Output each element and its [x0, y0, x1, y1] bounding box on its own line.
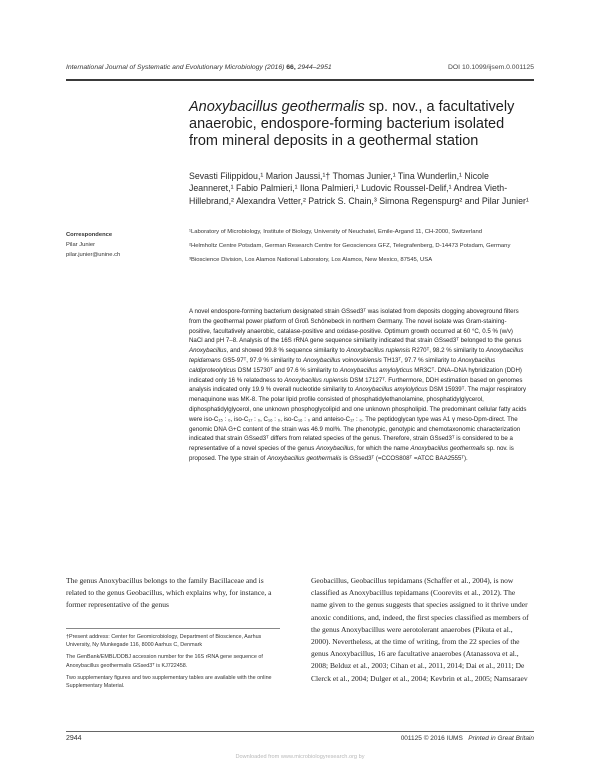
journal-year: (2016)	[264, 64, 285, 71]
body-text-left: The genus Anoxybacillus belongs to the family Bacillaceae and is related to the genus Geobacillus, which explains why, for instance, a former representative of the genus	[66, 576, 272, 610]
footer-imprint	[401, 735, 534, 742]
article-id: 001125 © 2016 IUMS	[400, 735, 463, 742]
journal-header	[66, 64, 332, 71]
affiliation-1: ¹Laboratory of Microbiology, Institute of Biology, University of Neuchatel, Emile-Argand 11, CH-2000, Switzerland	[189, 229, 483, 235]
abstract: A novel endospore-forming bacterium designated strain GSsed3ᵀ was isolated from deposits clogging aboveground filters from the geothermal power platform of Groß Schönebeck in northern Germany. The novel isolate was Gram-staining-positive, facultatively anaerobic, catalase-positive and oxidase-positive. Optimum growth occurred at 60 °C, 0.5 % (w/v) NaCl and pH 7–8. Analysis of the 16S rRNA gene sequence similarity indicated that strain GSsed3ᵀ belonged to the genus Anoxybacillus, and showed 99.8 % sequence similarity to Anoxybacillus rupiensis R270ᵀ, 98.2 % similarity to Anoxybacillus tepidamans GS5-97ᵀ, 97.9 % similarity to Anoxybacillus voinovskiensis TH13ᵀ, 97.7 % similarity to Anoxybacillus caldiproteolyticus DSM 15730ᵀ and 97.6 % similarity to Anoxybacillus amylolyticus MR3Cᵀ. DNA–DNA hybridization (DDH) indicated only 16 % relatedness to Anoxybacillus rupiensis DSM 17127ᵀ. Furthermore, DDH estimation based on genomes analysis indicated only 19.9 % overall nucleotide similarity to Anoxybacillus amylolyticus DSM 15939ᵀ. The major respiratory menaquinone was MK-8. The polar lipid profile consisted of phosphatidylethanolamine, phosphatidylglycerol, diphosphatidylglycerol, one unknown phosphoglycolipid and one unknown phospholipid. The predominant cellular fatty acids were iso-C₁₅ : ₀, iso-C₁₇ : ₀, C₁₆ : ₀, iso-C₁₆ : ₀ and anteiso-C₁₇ : ₀. The peptidoglycan type was A1 γ meso-Dpm-direct. The genomic DNA G+C content of the strain was 46.9 mol%. The phenotypic, genotypic and chemotaxonomic characterization indicated that strain GSsed3ᵀ differs from related species of the genus. Therefore, strain GSsed3ᵀ is considered to be a representative of a novel species of the genus Anoxybacillus, for which the name Anoxybacillus geothermalis sp. nov. is proposed. The type strain of Anoxybacillus geothermalis is GSsed3ᵀ (=CCOS808ᵀ =ATCC BAA2555ᵀ).	[189, 308, 527, 462]
footer-rule	[66, 731, 534, 732]
doi[interactable]	[448, 64, 534, 71]
author-list: Sevasti Filippidou,¹ Marion Jaussi,¹† Thomas Junier,¹ Tina Wunderlin,¹ Nicole Jeanneret,¹ Fabio Palmieri,¹ Ilona Palmieri,¹ Ludovic Roussel-Delif,¹ Andrea Vieth-Hillebrand,² Alexandra Vetter,² Patrick S. Chain,³ Simona Regenspurg² and Pilar Junier¹	[189, 171, 529, 206]
footnote-supplementary: Two supplementary figures and two supplementary tables are available with the online Supplementary Material.	[66, 674, 272, 690]
page-number: 2944	[66, 735, 82, 742]
download-watermark: Downloaded from www.microbiologyresearch.org by	[235, 754, 365, 760]
correspondence-email[interactable]: pilar.junier@unine.ch	[66, 252, 121, 258]
doi-value[interactable]: 10.1099/ijsem.0.001125	[461, 64, 534, 71]
article-title	[189, 99, 534, 150]
body-text-right: Geobacillus, Geobacillus tepidamans (Schaffer et al., 2004), is now classified as Anoxybacillus tepidamans (Coorevits et al., 2012). The name given to the genus suggests that species assigned to it thrive under anoxic conditions, and, indeed, the first species classified as members of the genus Anoxybacillus were aerotolerant anaerobes (Pikuta et al., 2000). Nevertheless, at the time of writing, from the 22 species of the genus Anoxybacillus, 16 are facultative anaerobes (Atanassova et al., 2008; Belduz et al., 2003; Cihan et al., 2011, 2014; Dai et al., 2011; De Clerck et al., 2004; Dulger et al., 2004; Kevbrin et al., 2005; Namsaraev	[311, 576, 529, 683]
journal-pages: 2944–2951	[297, 64, 332, 71]
title-rest: sp. nov., a facultatively anaerobic, endospore-forming bacterium isolated from mineral deposits in a geothermal station	[189, 99, 515, 149]
doi-label: DOI	[447, 64, 461, 71]
footnote-present-address: †Present address: Center for Geomicrobiology, Department of Bioscience, Aarhus University, Ny Munkegade 116, 8000 Aarhus C, Denmark	[66, 634, 262, 649]
printed-note: Printed in Great Britain	[468, 735, 534, 742]
affiliations	[189, 228, 529, 271]
affiliation-2: ²Helmholtz Centre Potsdam, German Research Centre for Geosciences GFZ, Telegrafenberg, D-14473 Potsdam, Germany	[189, 243, 511, 250]
journal-name: International Journal of Systematic and Evolutionary Microbiology	[66, 64, 263, 71]
header-rule	[66, 79, 534, 81]
footnotes	[66, 633, 280, 694]
footnote-accession: The GenBank/EMBL/DDBJ accession number for the 16S rRNA gene sequence of Anoxybacillus geothermalis GSsed3ᵀ is KJ722458.	[66, 654, 263, 669]
correspondence-name: Pilar Junier	[66, 242, 95, 248]
affiliation-3: ³Bioscience Division, Los Alamos National Laboratory, Los Alamos, New Mexico, 87545, USA	[189, 257, 433, 264]
title-species: Anoxybacillus geothermalis	[189, 99, 365, 115]
correspondence	[66, 230, 176, 260]
correspondence-label: Correspondence	[66, 232, 113, 238]
journal-volume: 66,	[286, 64, 296, 71]
footnote-rule	[66, 628, 280, 629]
